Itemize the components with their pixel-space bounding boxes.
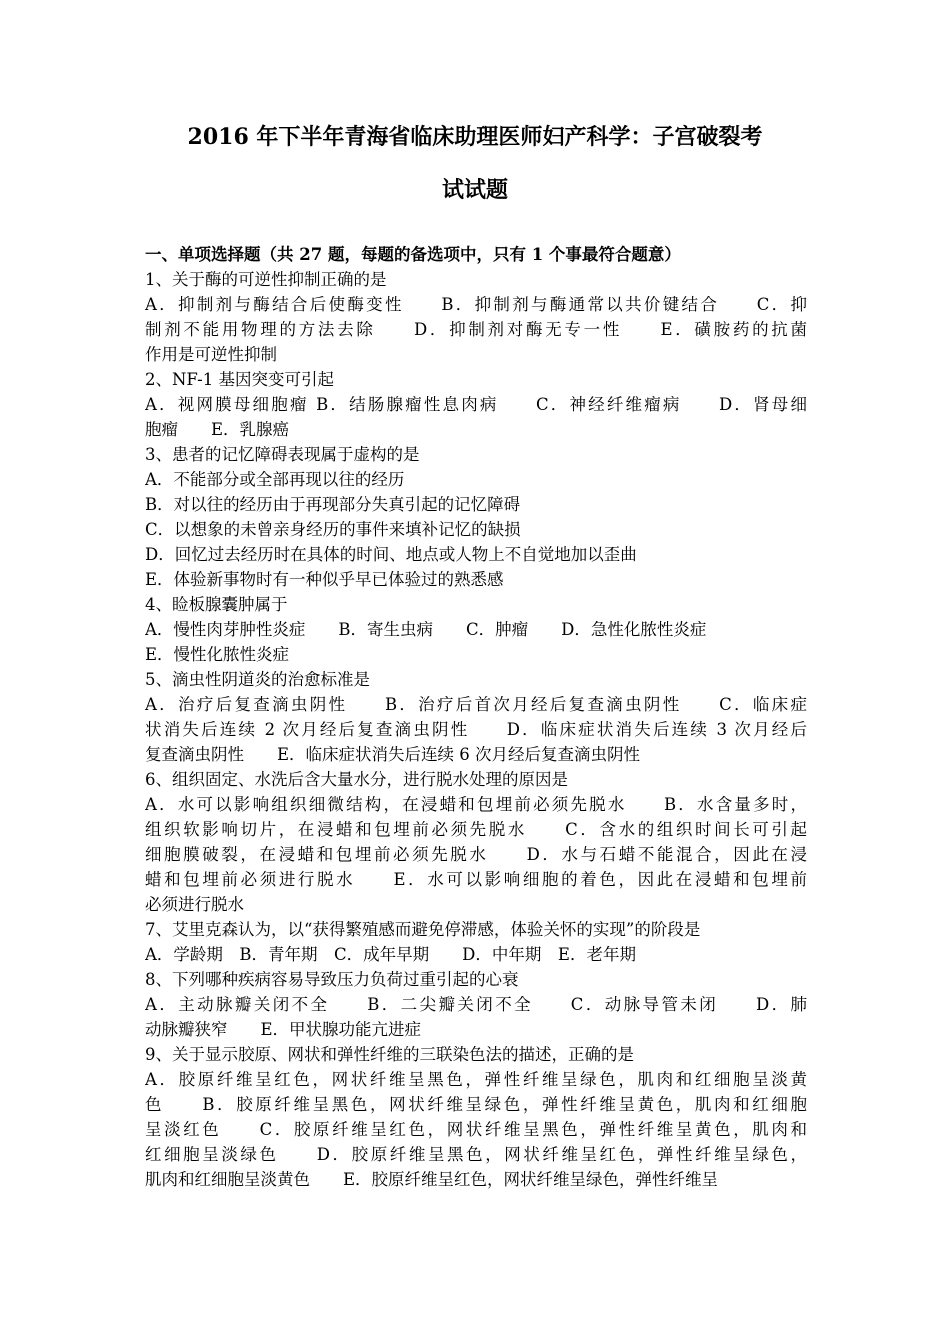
question-stem: 8、下列哪种疾病容易导致压力负荷过重引起的心衰 [145, 970, 519, 989]
question-item [145, 917, 807, 967]
question-stem: 9、关于显示胶原、网状和弹性纤维的三联染色法的描述，正确的是 [145, 1045, 634, 1064]
question-item [145, 592, 807, 667]
question-item [145, 967, 807, 1042]
document-body [145, 242, 807, 1192]
question-options-line: A．治疗后复查滴虫阴性 B．治疗后首次月经后复查滴虫阴性 C．临床症 [145, 695, 807, 714]
question-options-line: 复查滴虫阴性 E．临床症状消失后连续 6 次月经后复查滴虫阴性 [145, 745, 641, 764]
question-stem: 5、滴虫性阴道炎的治愈标准是 [145, 670, 370, 689]
question-options-line: 胞瘤 E．乳腺癌 [145, 420, 290, 439]
question-options-line: 动脉瓣狭窄 E．甲状腺功能亢进症 [145, 1020, 422, 1039]
question-options-line: 作用是可逆性抑制 [145, 345, 277, 364]
question-options-line: D．回忆过去经历时在具体的时间、地点或人物上不自觉地加以歪曲 [145, 545, 637, 564]
question-options-line: E．体验新事物时有一种似乎早已体验过的熟悉感 [145, 570, 504, 589]
question-options-line: A．不能部分或全部再现以往的经历 [145, 470, 405, 489]
question-options-line: B．对以往的经历由于再现部分失真引起的记忆障碍 [145, 495, 521, 514]
question-options-line: 组织软影响切片，在浸蜡和包埋前必须先脱水 C．含水的组织时间长可引起 [145, 820, 807, 839]
question-item [145, 367, 807, 442]
question-item [145, 667, 807, 767]
question-stem: 3、患者的记忆障碍表现属于虚构的是 [145, 445, 420, 464]
document-title-line-1: 2016 年下半年青海省临床助理医师妇产科学：子宫破裂考 [187, 124, 763, 150]
question-options-line: A．学龄期 B．青年期 C．成年早期 D．中年期 E．老年期 [145, 945, 636, 964]
question-options-line: 必须进行脱水 [145, 895, 244, 914]
question-options-line: 细胞膜破裂，在浸蜡和包埋前必须先脱水 D．水与石蜡不能混合，因此在浸 [145, 845, 807, 864]
question-options-line: A．视网膜母细胞瘤 B．结肠腺瘤性息肉病 C．神经纤维瘤病 D．肾母细 [145, 395, 807, 414]
question-options-line: 肌肉和红细胞呈淡黄色 E．胶原纤维呈红色，网状纤维呈绿色，弹性纤维呈 [145, 1170, 719, 1189]
question-options-line: 蜡和包埋前必须进行脱水 E．水可以影响细胞的着色，因此在浸蜡和包埋前 [145, 870, 807, 889]
question-options-line: 制剂不能用物理的方法去除 D．抑制剂对酶无专一性 E．磺胺药的抗菌 [145, 320, 807, 339]
question-options-line: C．以想象的未曾亲身经历的事件来填补记忆的缺损 [145, 520, 521, 539]
question-item [145, 1042, 807, 1192]
question-options-line: A．抑制剂与酶结合后使酶变性 B．抑制剂与酶通常以共价键结合 C．抑 [145, 295, 807, 314]
question-stem: 2、NF-1 基因突变可引起 [145, 370, 334, 389]
question-options-line: 红细胞呈淡绿色 D．胶原纤维呈黑色，网状纤维呈红色，弹性纤维呈绿色， [145, 1145, 807, 1164]
question-options-line: A．主动脉瓣关闭不全 B．二尖瓣关闭不全 C．动脉导管未闭 D．肺 [145, 995, 807, 1014]
question-options-line: A．慢性肉芽肿性炎症 B．寄生虫病 C．肿瘤 D．急性化脓性炎症 [145, 620, 707, 639]
question-item [145, 267, 807, 367]
question-options-line: A．水可以影响组织细微结构，在浸蜡和包埋前必须先脱水 B．水含量多时， [145, 795, 807, 814]
question-stem: 6、组织固定、水洗后含大量水分，进行脱水处理的原因是 [145, 770, 568, 789]
question-stem: 7、艾里克森认为，以“获得繁殖感而避免停滞感，体验关怀的实现”的阶段是 [145, 920, 701, 939]
question-options-line: A．胶原纤维呈红色，网状纤维呈黑色，弹性纤维呈绿色，肌肉和红细胞呈淡黄 [145, 1070, 807, 1089]
question-options-line: 状消失后连续 2 次月经后复查滴虫阴性 D．临床症状消失后连续 3 次月经后 [145, 720, 807, 739]
question-options-line: E．慢性化脓性炎症 [145, 645, 290, 664]
question-item [145, 767, 807, 917]
question-options-line: 色 B．胶原纤维呈黑色，网状纤维呈绿色，弹性纤维呈黄色，肌肉和红细胞 [145, 1095, 807, 1114]
question-stem: 4、睑板腺囊肿属于 [145, 595, 288, 614]
document-title-line-2: 试试题 [441, 177, 508, 203]
section-heading: 一、单项选择题（共 27 题，每题的备选项中，只有 1 个事最符合题意） [145, 245, 681, 264]
question-stem: 1、关于酶的可逆性抑制正确的是 [145, 270, 387, 289]
question-options-line: 呈淡红色 C．胶原纤维呈红色，网状纤维呈黑色，弹性纤维呈黄色，肌肉和 [145, 1120, 807, 1139]
question-item [145, 442, 807, 592]
